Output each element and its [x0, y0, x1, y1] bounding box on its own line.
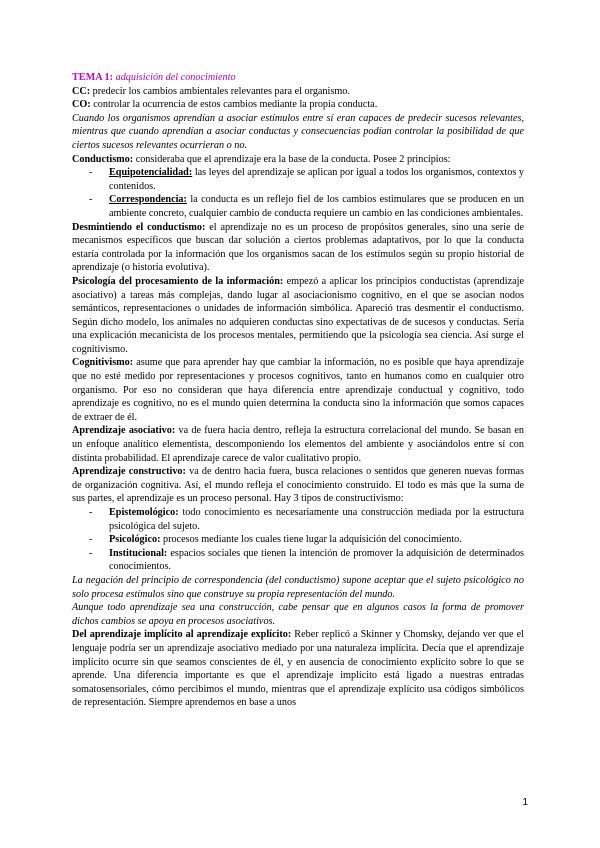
implicito-paragraph — [72, 628, 524, 710]
asociativo-paragraph — [72, 424, 524, 465]
list-item — [72, 533, 524, 547]
conductismo-principles-list — [72, 166, 524, 220]
constructivo-term: Aprendizaje constructivo: — [72, 466, 186, 478]
item-text: la conducta es un reflejo fiel de los cambios estimulares que se producen en un ambiente concreto, cualquier cambio de conducta requiere un cambio en las condiciones ambientales. — [109, 194, 525, 219]
list-item — [72, 506, 524, 533]
title-label: TEMA 1: — [72, 72, 114, 83]
list-item — [72, 547, 524, 574]
list-item — [72, 166, 524, 193]
asociativo-text: va de fuera hacia dentro, refleja la estructura correlacional del mundo. Se basan en un enfoque analítico elementista, descomponiendo los elementos del ambiente y asociándolos entre sí con distinta probabilidad. El aprendizaje carece de valor cualitativo propio. — [72, 425, 525, 464]
constructivo-text: va de dentro hacia fuera, busca relaciones o sentidos que generen nuevas formas de organización cognitiva. Así, el mundo refleja el conocimiento construido. El todo es más que la suma de sus partes, el aprendizaje es un proceso personal. Hay 3 tipos de constructivismo: — [72, 466, 524, 505]
cognitivismo-paragraph — [72, 356, 524, 424]
title-subtitle: adquisición del conocimiento — [115, 72, 236, 83]
intro-italic-paragraph: Cuando los organismos aprendían a asociar estímulos entre sí eran capaces de predecir sucesos relevantes, mientras que cuando aprendían a asociar conductas y consecuencias podían controlar la posibilidad de que ciertos sucesos relevantes ocurrieran o no. — [72, 112, 524, 151]
implicito-text: Reber replicó a Skinner y Chomsky, dejando ver que el lenguaje podría ser un aprendizaje asociativo mediado por una naturaleza implícita. Decía que el aprendizaje implícito ocurre sin que seamos conscientes de él, y en ausencia de conocimiento explícito sobre lo que se aprende. Una diferencia importante es que el aprendizaje implícito está ligado a nuestras entradas somatosensoriales, cómo percibimos el mundo, mientras que el aprendizaje explícito usa códigos simbólicos de representación. Siempre aprendemos en base a unos — [72, 629, 524, 709]
desmintiendo-text: el aprendizaje no es un proceso de propósitos generales, sino una serie de mecanismos específicos que buscan dar solución a ciertos problemas adaptativos, por lo que la conducta estaría controlada por la información que los organismos sacan de los estímulos según su propio historial de aprendizaje (o historia evolutiva). — [72, 221, 524, 274]
item-term: Psicológico: — [109, 534, 161, 546]
cc-term: CC: — [72, 85, 91, 97]
psicologia-term: Psicología del procesamiento de la información: — [72, 275, 284, 287]
item-term: Correspondencia: — [109, 194, 187, 206]
desmintiendo-term: Desmintiendo el conductismo: — [72, 221, 206, 233]
co-definition — [72, 98, 524, 112]
item-term: Equipotencialidad: — [109, 167, 193, 179]
page-title — [72, 71, 524, 85]
item-term: Epistemológico: — [109, 507, 179, 518]
page-number: 1 — [522, 797, 528, 808]
item-text: procesos mediante los cuales tiene lugar la adquisición del conocimiento. — [163, 534, 462, 546]
psicologia-paragraph — [72, 275, 524, 357]
co-term: CO: — [72, 99, 91, 111]
item-text: espacios sociales que tienen la intención de promover la adquisición de determinados conocimientos. — [109, 547, 524, 573]
item-term: Institucional: — [109, 547, 168, 559]
cc-definition — [72, 85, 524, 99]
italic-note-construccion: Aunque todo aprendizaje sea una construcción, cabe pensar que en algunos casos la forma de promover dichos cambios se apoya en procesos asociativos. — [72, 602, 524, 627]
cognitivismo-term: Cognitivismo: — [72, 357, 134, 369]
item-text: todo conocimiento es necesariamente una construcción mediada por la estructura psicológica del sujeto. — [109, 507, 524, 532]
item-text: las leyes del aprendizaje se aplican por igual a todos los organismos, contextos y contenidos. — [109, 167, 524, 192]
conductismo-term: Conductismo: — [72, 153, 134, 165]
desmintiendo-paragraph — [72, 221, 524, 275]
list-item — [72, 193, 524, 220]
asociativo-term: Aprendizaje asociativo: — [72, 425, 176, 437]
co-text: controlar la ocurrencia de estos cambios mediante la propia conducta. — [93, 99, 378, 111]
cognitivismo-text: asume que para aprender hay que cambiar la información, no es posible que haya aprendizaje que no esté medido por representaciones y procesos cognitivos, tanto en humanos como en cualquier otro organismo. Por eso no consideran que haya diferencia entre aprendizaje conductual y cognitivo, todo aprendizaje es cognitivo, no es el mundo quien determina la conducta sino la información que somos capaces de extraer de él. — [72, 357, 525, 423]
implicito-term: Del aprendizaje implícito al aprendizaje explícito: — [72, 629, 292, 641]
constructivo-paragraph — [72, 465, 524, 506]
italic-note-correspondencia: La negación del principio de correspondencia (del conductismo) supone aceptar que el sujeto psicológico no solo procesa estímulos sino que construye su propia representación del mundo. — [72, 574, 524, 600]
psicologia-text: empezó a aplicar los principios conductistas (aprendizaje asociativo) a tareas más complejas, dando lugar al asociacionismo cognitivo, en el que se asocian nodos semánticos, representaciones o unidades de información simbólica. Apareció tras desmentir el conductismo. Según dicho modelo, los animales no adquieren conductas sino expectativas de de sucesos y conductas. Sería una explicación mecanicista de los procesos mentales, permitiendo que la psicología sea ciencia. Así surge el cognitivismo. — [72, 275, 524, 355]
document-body — [72, 71, 524, 710]
constructivismo-types-list — [72, 506, 524, 574]
cc-text: predecir los cambios ambientales relevantes para el organismo. — [92, 85, 350, 97]
conductismo-text: consideraba que el aprendizaje era la base de la conducta. Posee 2 principios: — [135, 153, 451, 165]
conductismo-paragraph — [72, 153, 524, 167]
